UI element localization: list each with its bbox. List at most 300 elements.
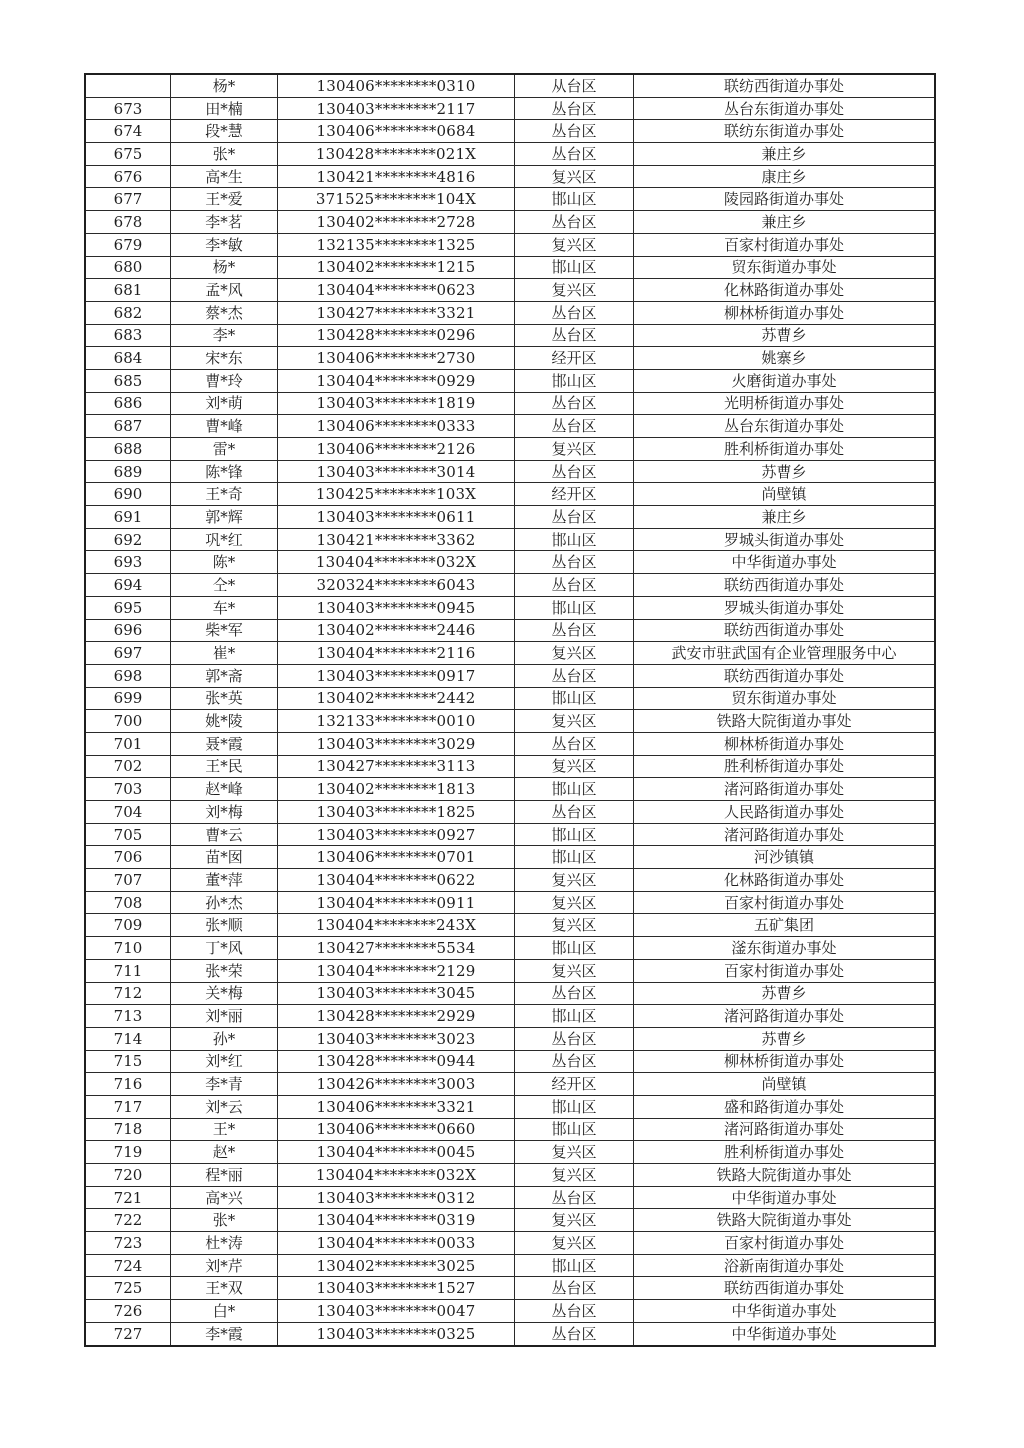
row-seq-cell: 675 <box>85 143 171 166</box>
table-row <box>85 528 935 551</box>
row-unit-cell: 贸东街道办事处 <box>634 687 936 710</box>
row-district-cell: 丛台区 <box>515 211 634 234</box>
row-id-cell: 130421********4816 <box>278 165 515 188</box>
row-district-cell: 复兴区 <box>515 914 634 937</box>
row-district-cell: 邯山区 <box>515 596 634 619</box>
row-name-cell: 王* <box>171 1118 278 1141</box>
table-row <box>85 1322 935 1345</box>
row-unit-cell: 百家村街道办事处 <box>634 233 936 256</box>
row-unit-cell: 康庄乡 <box>634 165 936 188</box>
row-seq-cell: 719 <box>85 1141 171 1164</box>
table-row <box>85 1164 935 1187</box>
row-id-cell: 130403********0945 <box>278 596 515 619</box>
row-name-cell: 蔡*杰 <box>171 301 278 324</box>
row-id-cell: 130406********0701 <box>278 846 515 869</box>
row-id-cell: 130403********1819 <box>278 392 515 415</box>
row-id-cell: 130403********0927 <box>278 823 515 846</box>
row-district-cell: 丛台区 <box>515 143 634 166</box>
table-row <box>85 483 935 506</box>
row-seq-cell: 717 <box>85 1095 171 1118</box>
row-district-cell: 丛台区 <box>515 732 634 755</box>
row-unit-cell: 罗城头街道办事处 <box>634 528 936 551</box>
row-id-cell: 130404********032X <box>278 1164 515 1187</box>
row-name-cell: 王*爱 <box>171 188 278 211</box>
table-row <box>85 755 935 778</box>
table-row <box>85 619 935 642</box>
table-row <box>85 392 935 415</box>
row-district-cell: 复兴区 <box>515 233 634 256</box>
row-seq-cell <box>85 74 171 97</box>
row-id-cell: 130406********0310 <box>278 74 515 97</box>
row-unit-cell: 兼庄乡 <box>634 211 936 234</box>
row-district-cell: 丛台区 <box>515 97 634 120</box>
row-id-cell: 132135********1325 <box>278 233 515 256</box>
row-district-cell: 丛台区 <box>515 1300 634 1323</box>
row-seq-cell: 680 <box>85 256 171 279</box>
table-row <box>85 1050 935 1073</box>
row-seq-cell: 705 <box>85 823 171 846</box>
row-unit-cell: 盛和路街道办事处 <box>634 1095 936 1118</box>
row-unit-cell: 渚河路街道办事处 <box>634 1005 936 1028</box>
row-district-cell: 邯山区 <box>515 823 634 846</box>
row-district-cell: 丛台区 <box>515 120 634 143</box>
row-district-cell: 邯山区 <box>515 687 634 710</box>
row-district-cell: 邯山区 <box>515 1005 634 1028</box>
row-id-cell: 130404********0929 <box>278 369 515 392</box>
row-seq-cell: 694 <box>85 574 171 597</box>
row-district-cell: 丛台区 <box>515 664 634 687</box>
row-unit-cell: 百家村街道办事处 <box>634 959 936 982</box>
table-row <box>85 574 935 597</box>
row-unit-cell: 化林路街道办事处 <box>634 279 936 302</box>
row-unit-cell: 罗城头街道办事处 <box>634 596 936 619</box>
row-name-cell: 雷* <box>171 438 278 461</box>
row-seq-cell: 692 <box>85 528 171 551</box>
row-id-cell: 130404********0622 <box>278 869 515 892</box>
row-name-cell: 陈* <box>171 551 278 574</box>
row-id-cell: 130403********2117 <box>278 97 515 120</box>
row-name-cell: 张* <box>171 143 278 166</box>
row-id-cell: 130428********0944 <box>278 1050 515 1073</box>
row-seq-cell: 698 <box>85 664 171 687</box>
row-unit-cell: 铁路大院街道办事处 <box>634 1164 936 1187</box>
row-name-cell: 杜*涛 <box>171 1232 278 1255</box>
row-district-cell: 复兴区 <box>515 642 634 665</box>
table-row <box>85 460 935 483</box>
roster-table <box>84 73 936 1347</box>
row-district-cell: 邯山区 <box>515 256 634 279</box>
table-row <box>85 710 935 733</box>
row-name-cell: 刘*芹 <box>171 1254 278 1277</box>
table-row <box>85 1277 935 1300</box>
row-name-cell: 柴*军 <box>171 619 278 642</box>
row-id-cell: 130403********3029 <box>278 732 515 755</box>
row-name-cell: 孙*杰 <box>171 891 278 914</box>
row-unit-cell: 渚河路街道办事处 <box>634 778 936 801</box>
row-id-cell: 130426********3003 <box>278 1073 515 1096</box>
row-unit-cell: 铁路大院街道办事处 <box>634 1209 936 1232</box>
row-seq-cell: 706 <box>85 846 171 869</box>
row-district-cell: 邯山区 <box>515 369 634 392</box>
row-id-cell: 130404********0623 <box>278 279 515 302</box>
row-district-cell: 复兴区 <box>515 710 634 733</box>
row-name-cell: 高*兴 <box>171 1186 278 1209</box>
row-name-cell: 苗*囡 <box>171 846 278 869</box>
row-name-cell: 孟*风 <box>171 279 278 302</box>
row-unit-cell: 联纺西街道办事处 <box>634 619 936 642</box>
row-unit-cell: 联纺西街道办事处 <box>634 1277 936 1300</box>
row-unit-cell: 胜利桥街道办事处 <box>634 1141 936 1164</box>
table-row <box>85 1073 935 1096</box>
row-unit-cell: 胜利桥街道办事处 <box>634 438 936 461</box>
row-district-cell: 复兴区 <box>515 755 634 778</box>
table-row <box>85 256 935 279</box>
row-name-cell: 段*慧 <box>171 120 278 143</box>
row-id-cell: 130404********0319 <box>278 1209 515 1232</box>
row-id-cell: 130428********021X <box>278 143 515 166</box>
row-id-cell: 130404********2116 <box>278 642 515 665</box>
row-name-cell: 曹*云 <box>171 823 278 846</box>
row-seq-cell: 691 <box>85 506 171 529</box>
table-row <box>85 188 935 211</box>
row-name-cell: 高*生 <box>171 165 278 188</box>
row-seq-cell: 726 <box>85 1300 171 1323</box>
row-unit-cell: 铁路大院街道办事处 <box>634 710 936 733</box>
row-unit-cell: 渚河路街道办事处 <box>634 823 936 846</box>
row-district-cell: 经开区 <box>515 483 634 506</box>
table-row <box>85 415 935 438</box>
row-id-cell: 130425********103X <box>278 483 515 506</box>
table-row <box>85 438 935 461</box>
row-id-cell: 130406********0660 <box>278 1118 515 1141</box>
row-name-cell: 曹*峰 <box>171 415 278 438</box>
row-seq-cell: 708 <box>85 891 171 914</box>
row-district-cell: 丛台区 <box>515 506 634 529</box>
row-name-cell: 孙* <box>171 1027 278 1050</box>
table-row <box>85 1095 935 1118</box>
row-id-cell: 130406********0684 <box>278 120 515 143</box>
table-row <box>85 1186 935 1209</box>
row-unit-cell: 苏曹乡 <box>634 1027 936 1050</box>
row-seq-cell: 714 <box>85 1027 171 1050</box>
row-name-cell: 王*民 <box>171 755 278 778</box>
row-id-cell: 130428********0296 <box>278 324 515 347</box>
row-district-cell: 复兴区 <box>515 279 634 302</box>
row-name-cell: 张*荣 <box>171 959 278 982</box>
table-row <box>85 869 935 892</box>
row-district-cell: 丛台区 <box>515 1050 634 1073</box>
row-name-cell: 巩*红 <box>171 528 278 551</box>
table-row <box>85 1254 935 1277</box>
row-district-cell: 丛台区 <box>515 982 634 1005</box>
table-row <box>85 1141 935 1164</box>
row-district-cell: 丛台区 <box>515 392 634 415</box>
row-seq-cell: 713 <box>85 1005 171 1028</box>
row-name-cell: 董*萍 <box>171 869 278 892</box>
table-row <box>85 1005 935 1028</box>
row-name-cell: 杨* <box>171 256 278 279</box>
row-name-cell: 丁*风 <box>171 937 278 960</box>
row-district-cell: 丛台区 <box>515 301 634 324</box>
row-name-cell: 李*青 <box>171 1073 278 1096</box>
row-unit-cell: 光明桥街道办事处 <box>634 392 936 415</box>
row-unit-cell: 苏曹乡 <box>634 460 936 483</box>
row-id-cell: 130403********0917 <box>278 664 515 687</box>
row-id-cell: 130404********032X <box>278 551 515 574</box>
table-row <box>85 74 935 97</box>
row-id-cell: 132133********0010 <box>278 710 515 733</box>
row-seq-cell: 718 <box>85 1118 171 1141</box>
row-unit-cell: 火磨街道办事处 <box>634 369 936 392</box>
row-id-cell: 130404********0911 <box>278 891 515 914</box>
row-unit-cell: 中华街道办事处 <box>634 1186 936 1209</box>
row-name-cell: 张*顺 <box>171 914 278 937</box>
row-unit-cell: 中华街道办事处 <box>634 1322 936 1345</box>
row-seq-cell: 704 <box>85 801 171 824</box>
row-id-cell: 130406********2730 <box>278 347 515 370</box>
row-id-cell: 130402********2728 <box>278 211 515 234</box>
row-name-cell: 张* <box>171 1209 278 1232</box>
row-id-cell: 130403********1825 <box>278 801 515 824</box>
row-district-cell: 复兴区 <box>515 959 634 982</box>
table-row <box>85 301 935 324</box>
table-row <box>85 97 935 120</box>
row-district-cell: 丛台区 <box>515 460 634 483</box>
row-id-cell: 130404********2129 <box>278 959 515 982</box>
row-district-cell: 丛台区 <box>515 1027 634 1050</box>
row-seq-cell: 715 <box>85 1050 171 1073</box>
row-seq-cell: 722 <box>85 1209 171 1232</box>
row-seq-cell: 703 <box>85 778 171 801</box>
row-district-cell: 复兴区 <box>515 1232 634 1255</box>
table-row <box>85 120 935 143</box>
row-id-cell: 130403********0325 <box>278 1322 515 1345</box>
row-unit-cell: 人民路街道办事处 <box>634 801 936 824</box>
table-row <box>85 165 935 188</box>
row-name-cell: 曹*玲 <box>171 369 278 392</box>
table-row <box>85 506 935 529</box>
row-unit-cell: 丛台东街道办事处 <box>634 415 936 438</box>
table-row <box>85 143 935 166</box>
row-name-cell: 赵* <box>171 1141 278 1164</box>
row-name-cell: 刘*红 <box>171 1050 278 1073</box>
row-id-cell: 371525********104X <box>278 188 515 211</box>
row-seq-cell: 724 <box>85 1254 171 1277</box>
row-name-cell: 王*双 <box>171 1277 278 1300</box>
row-seq-cell: 700 <box>85 710 171 733</box>
row-unit-cell: 化林路街道办事处 <box>634 869 936 892</box>
row-name-cell: 王*奇 <box>171 483 278 506</box>
row-seq-cell: 696 <box>85 619 171 642</box>
row-seq-cell: 683 <box>85 324 171 347</box>
row-unit-cell: 姚寨乡 <box>634 347 936 370</box>
row-district-cell: 复兴区 <box>515 891 634 914</box>
row-district-cell: 丛台区 <box>515 1186 634 1209</box>
table-row <box>85 1209 935 1232</box>
row-id-cell: 320324********6043 <box>278 574 515 597</box>
row-seq-cell: 684 <box>85 347 171 370</box>
table-row <box>85 642 935 665</box>
table-row <box>85 823 935 846</box>
row-unit-cell: 兼庄乡 <box>634 143 936 166</box>
row-seq-cell: 678 <box>85 211 171 234</box>
row-seq-cell: 686 <box>85 392 171 415</box>
row-district-cell: 丛台区 <box>515 619 634 642</box>
row-id-cell: 130402********3025 <box>278 1254 515 1277</box>
row-district-cell: 邯山区 <box>515 1095 634 1118</box>
row-district-cell: 丛台区 <box>515 574 634 597</box>
row-district-cell: 复兴区 <box>515 1209 634 1232</box>
row-id-cell: 130406********0333 <box>278 415 515 438</box>
row-district-cell: 邯山区 <box>515 846 634 869</box>
table-row <box>85 982 935 1005</box>
row-seq-cell: 681 <box>85 279 171 302</box>
row-seq-cell: 674 <box>85 120 171 143</box>
row-seq-cell: 711 <box>85 959 171 982</box>
row-name-cell: 李*霞 <box>171 1322 278 1345</box>
table-row <box>85 732 935 755</box>
table-row <box>85 551 935 574</box>
row-name-cell: 郭*斋 <box>171 664 278 687</box>
table-row <box>85 664 935 687</box>
roster-table-container <box>84 73 936 1347</box>
row-district-cell: 邯山区 <box>515 188 634 211</box>
row-unit-cell: 河沙镇镇 <box>634 846 936 869</box>
row-seq-cell: 689 <box>85 460 171 483</box>
row-seq-cell: 690 <box>85 483 171 506</box>
row-id-cell: 130406********3321 <box>278 1095 515 1118</box>
table-row <box>85 324 935 347</box>
row-name-cell: 杨* <box>171 74 278 97</box>
table-row <box>85 369 935 392</box>
row-seq-cell: 725 <box>85 1277 171 1300</box>
row-unit-cell: 滏东街道办事处 <box>634 937 936 960</box>
row-name-cell: 郭*辉 <box>171 506 278 529</box>
row-id-cell: 130403********0312 <box>278 1186 515 1209</box>
row-id-cell: 130402********1215 <box>278 256 515 279</box>
row-district-cell: 复兴区 <box>515 1141 634 1164</box>
row-id-cell: 130404********0033 <box>278 1232 515 1255</box>
row-district-cell: 邯山区 <box>515 937 634 960</box>
row-district-cell: 复兴区 <box>515 1164 634 1187</box>
row-unit-cell: 贸东街道办事处 <box>634 256 936 279</box>
row-district-cell: 复兴区 <box>515 438 634 461</box>
row-seq-cell: 723 <box>85 1232 171 1255</box>
row-name-cell: 关*梅 <box>171 982 278 1005</box>
row-unit-cell: 兼庄乡 <box>634 506 936 529</box>
row-seq-cell: 677 <box>85 188 171 211</box>
row-seq-cell: 710 <box>85 937 171 960</box>
row-seq-cell: 682 <box>85 301 171 324</box>
row-unit-cell: 浴新南街道办事处 <box>634 1254 936 1277</box>
table-row <box>85 937 935 960</box>
row-seq-cell: 707 <box>85 869 171 892</box>
row-district-cell: 邯山区 <box>515 1118 634 1141</box>
table-row <box>85 279 935 302</box>
table-row <box>85 891 935 914</box>
row-seq-cell: 727 <box>85 1322 171 1345</box>
row-id-cell: 130404********243X <box>278 914 515 937</box>
row-district-cell: 邯山区 <box>515 778 634 801</box>
row-seq-cell: 702 <box>85 755 171 778</box>
row-seq-cell: 685 <box>85 369 171 392</box>
row-name-cell: 李*敏 <box>171 233 278 256</box>
row-id-cell: 130404********0045 <box>278 1141 515 1164</box>
row-district-cell: 丛台区 <box>515 551 634 574</box>
row-seq-cell: 676 <box>85 165 171 188</box>
row-seq-cell: 716 <box>85 1073 171 1096</box>
row-id-cell: 130403********3045 <box>278 982 515 1005</box>
row-id-cell: 130402********2442 <box>278 687 515 710</box>
row-seq-cell: 679 <box>85 233 171 256</box>
table-row <box>85 233 935 256</box>
row-name-cell: 程*丽 <box>171 1164 278 1187</box>
row-name-cell: 刘*丽 <box>171 1005 278 1028</box>
row-district-cell: 邯山区 <box>515 1254 634 1277</box>
table-row <box>85 1027 935 1050</box>
row-unit-cell: 陵园路街道办事处 <box>634 188 936 211</box>
row-id-cell: 130421********3362 <box>278 528 515 551</box>
table-row <box>85 687 935 710</box>
row-unit-cell: 联纺西街道办事处 <box>634 574 936 597</box>
row-district-cell: 经开区 <box>515 1073 634 1096</box>
row-unit-cell: 苏曹乡 <box>634 324 936 347</box>
row-name-cell: 赵*峰 <box>171 778 278 801</box>
row-district-cell: 复兴区 <box>515 869 634 892</box>
row-unit-cell: 联纺西街道办事处 <box>634 74 936 97</box>
row-name-cell: 聂*霞 <box>171 732 278 755</box>
roster-table-body <box>85 74 935 1346</box>
row-district-cell: 经开区 <box>515 347 634 370</box>
row-name-cell: 白* <box>171 1300 278 1323</box>
table-row <box>85 347 935 370</box>
row-unit-cell: 中华街道办事处 <box>634 1300 936 1323</box>
table-row <box>85 801 935 824</box>
row-unit-cell: 尚壁镇 <box>634 1073 936 1096</box>
row-seq-cell: 673 <box>85 97 171 120</box>
row-id-cell: 130403********3023 <box>278 1027 515 1050</box>
row-name-cell: 刘*萌 <box>171 392 278 415</box>
row-name-cell: 田*楠 <box>171 97 278 120</box>
table-row <box>85 596 935 619</box>
row-id-cell: 130403********1527 <box>278 1277 515 1300</box>
row-id-cell: 130402********2446 <box>278 619 515 642</box>
row-id-cell: 130427********3113 <box>278 755 515 778</box>
row-seq-cell: 721 <box>85 1186 171 1209</box>
row-unit-cell: 百家村街道办事处 <box>634 891 936 914</box>
row-name-cell: 李* <box>171 324 278 347</box>
row-seq-cell: 697 <box>85 642 171 665</box>
table-row <box>85 959 935 982</box>
row-name-cell: 陈*锋 <box>171 460 278 483</box>
row-unit-cell: 五矿集团 <box>634 914 936 937</box>
table-row <box>85 846 935 869</box>
row-name-cell: 李*茗 <box>171 211 278 234</box>
row-id-cell: 130427********3321 <box>278 301 515 324</box>
row-seq-cell: 701 <box>85 732 171 755</box>
row-name-cell: 宋*东 <box>171 347 278 370</box>
row-district-cell: 丛台区 <box>515 1277 634 1300</box>
row-district-cell: 丛台区 <box>515 801 634 824</box>
row-unit-cell: 中华街道办事处 <box>634 551 936 574</box>
row-id-cell: 130403********0611 <box>278 506 515 529</box>
row-seq-cell: 709 <box>85 914 171 937</box>
row-seq-cell: 720 <box>85 1164 171 1187</box>
table-row <box>85 778 935 801</box>
table-row <box>85 914 935 937</box>
row-unit-cell: 联纺东街道办事处 <box>634 120 936 143</box>
row-id-cell: 130403********3014 <box>278 460 515 483</box>
